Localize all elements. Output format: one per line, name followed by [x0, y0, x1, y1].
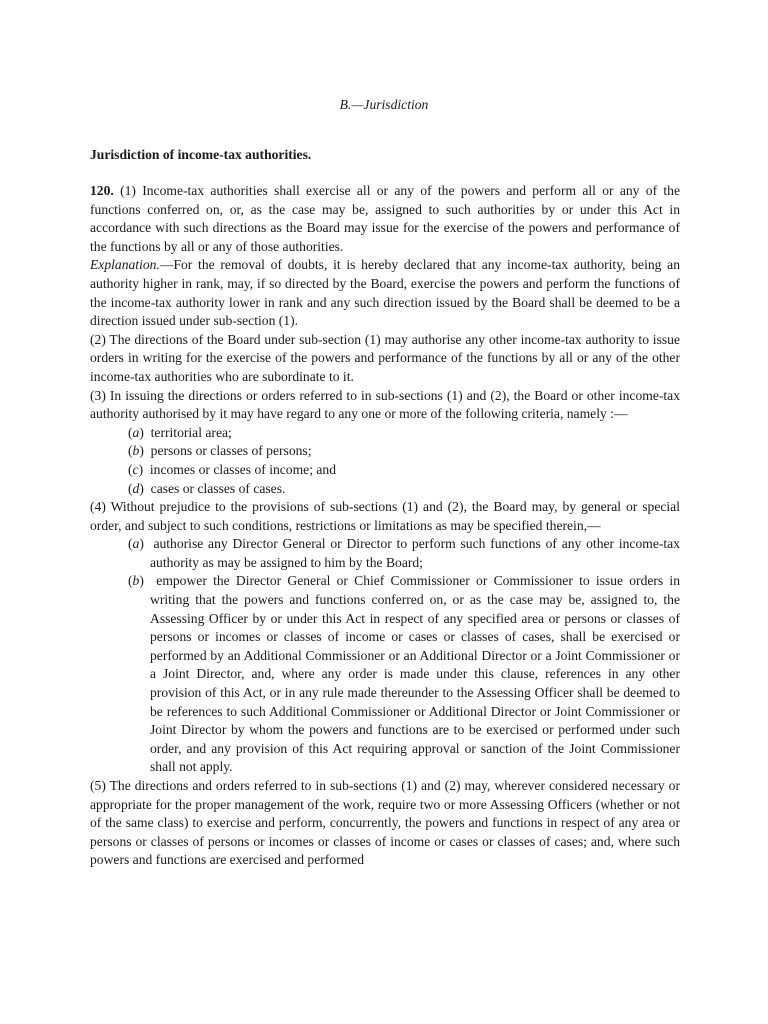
subsection-1: 120. (1) Income-tax authorities shall exercise all or any of the powers and perform all or any of the functions conferred on, or, as the case may be, assigned to such authorities by or under this Act in accordance with such directions as the Board may issue for the exercise of the powers and performance of the functions by all or any of those authorities.: [90, 183, 680, 254]
section-body: [90, 182, 680, 870]
subsection-4: (4) Without prejudice to the provisions of sub-sections (1) and (2), the Board may, by general or special order, and subject to such conditions, restrictions or limitations as may be specified therein,—: [90, 499, 680, 533]
list-item: (c) incomes or classes of income; and: [128, 461, 337, 477]
subsection-4-clauses: [90, 535, 680, 777]
list-item: (d) cases or classes of cases.: [128, 480, 286, 496]
list-item: (a) territorial area;: [128, 424, 232, 440]
list-item: (a) authorise any Director General or Director to perform such functions of any other income-tax authority as may be assigned to him by the Board;: [128, 536, 680, 570]
subsection-3-criteria: [90, 424, 680, 498]
chapter-heading: B.—Jurisdiction: [339, 97, 429, 112]
list-item: (b) persons or classes of persons;: [128, 443, 312, 459]
subsection-3: (3) In issuing the directions or orders referred to in sub-sections (1) and (2), the Board or other income-tax authority authorised by it may have regard to any one or more of the following criteria, namely :—: [90, 387, 680, 422]
section-number: 120.: [90, 183, 114, 198]
subsection-2: (2) The directions of the Board under sub-section (1) may authorise any other income-tax authority to issue orders in writing for the exercise of the powers and performance of the functions by all or any of the other income-tax authorities who are subordinate to it.: [90, 331, 680, 384]
section-title: Jurisdiction of income-tax authorities.: [90, 147, 312, 162]
explanation: Explanation.—For the removal of doubts, it is hereby declared that any income-tax authority, being an authority higher in rank, may, if so directed by the Board, exercise the powers and perform the functions of the income-tax authority lower in rank and any such direction issued by the Board shall be deemed to be a direction issued under sub-section (1).: [90, 257, 680, 329]
subsection-5: (5) The directions and orders referred to in sub-sections (1) and (2) may, wherever considered necessary or appropriate for the proper management of the work, require two or more Assessing Officers (whether or not of the same class) to exercise and perform, concurrently, the powers and functions in respect of any area or persons or classes of persons or incomes or classes of income or cases or classes of cases; and, where such powers and functions are exercised and performed: [90, 778, 680, 868]
list-item: (b) empower the Director General or Chief Commissioner or Commissioner to issue orders in writing that the powers and functions conferred on, or as the case may be, assigned to, the Assessing Officer by or under this Act in respect of any specified area or persons or classes of persons or incomes or classes of income or cases or classes of cases, shall be exercised or performed by an Additional Commissioner or an Additional Director or a Joint Commissioner or a Joint Director, and, where any order is made under this clause, references in any other provision of this Act, or in any rule made thereunder to the Assessing Officer shall be deemed to be references to such Additional Commissioner or Additional Director or Joint Commissioner or Joint Director by whom the powers and functions are to be exercised or performed under such order, and any provision of this Act requiring approval or sanction of the Joint Commissioner shall not apply.: [128, 573, 681, 775]
explanation-label: Explanation.: [90, 257, 160, 273]
